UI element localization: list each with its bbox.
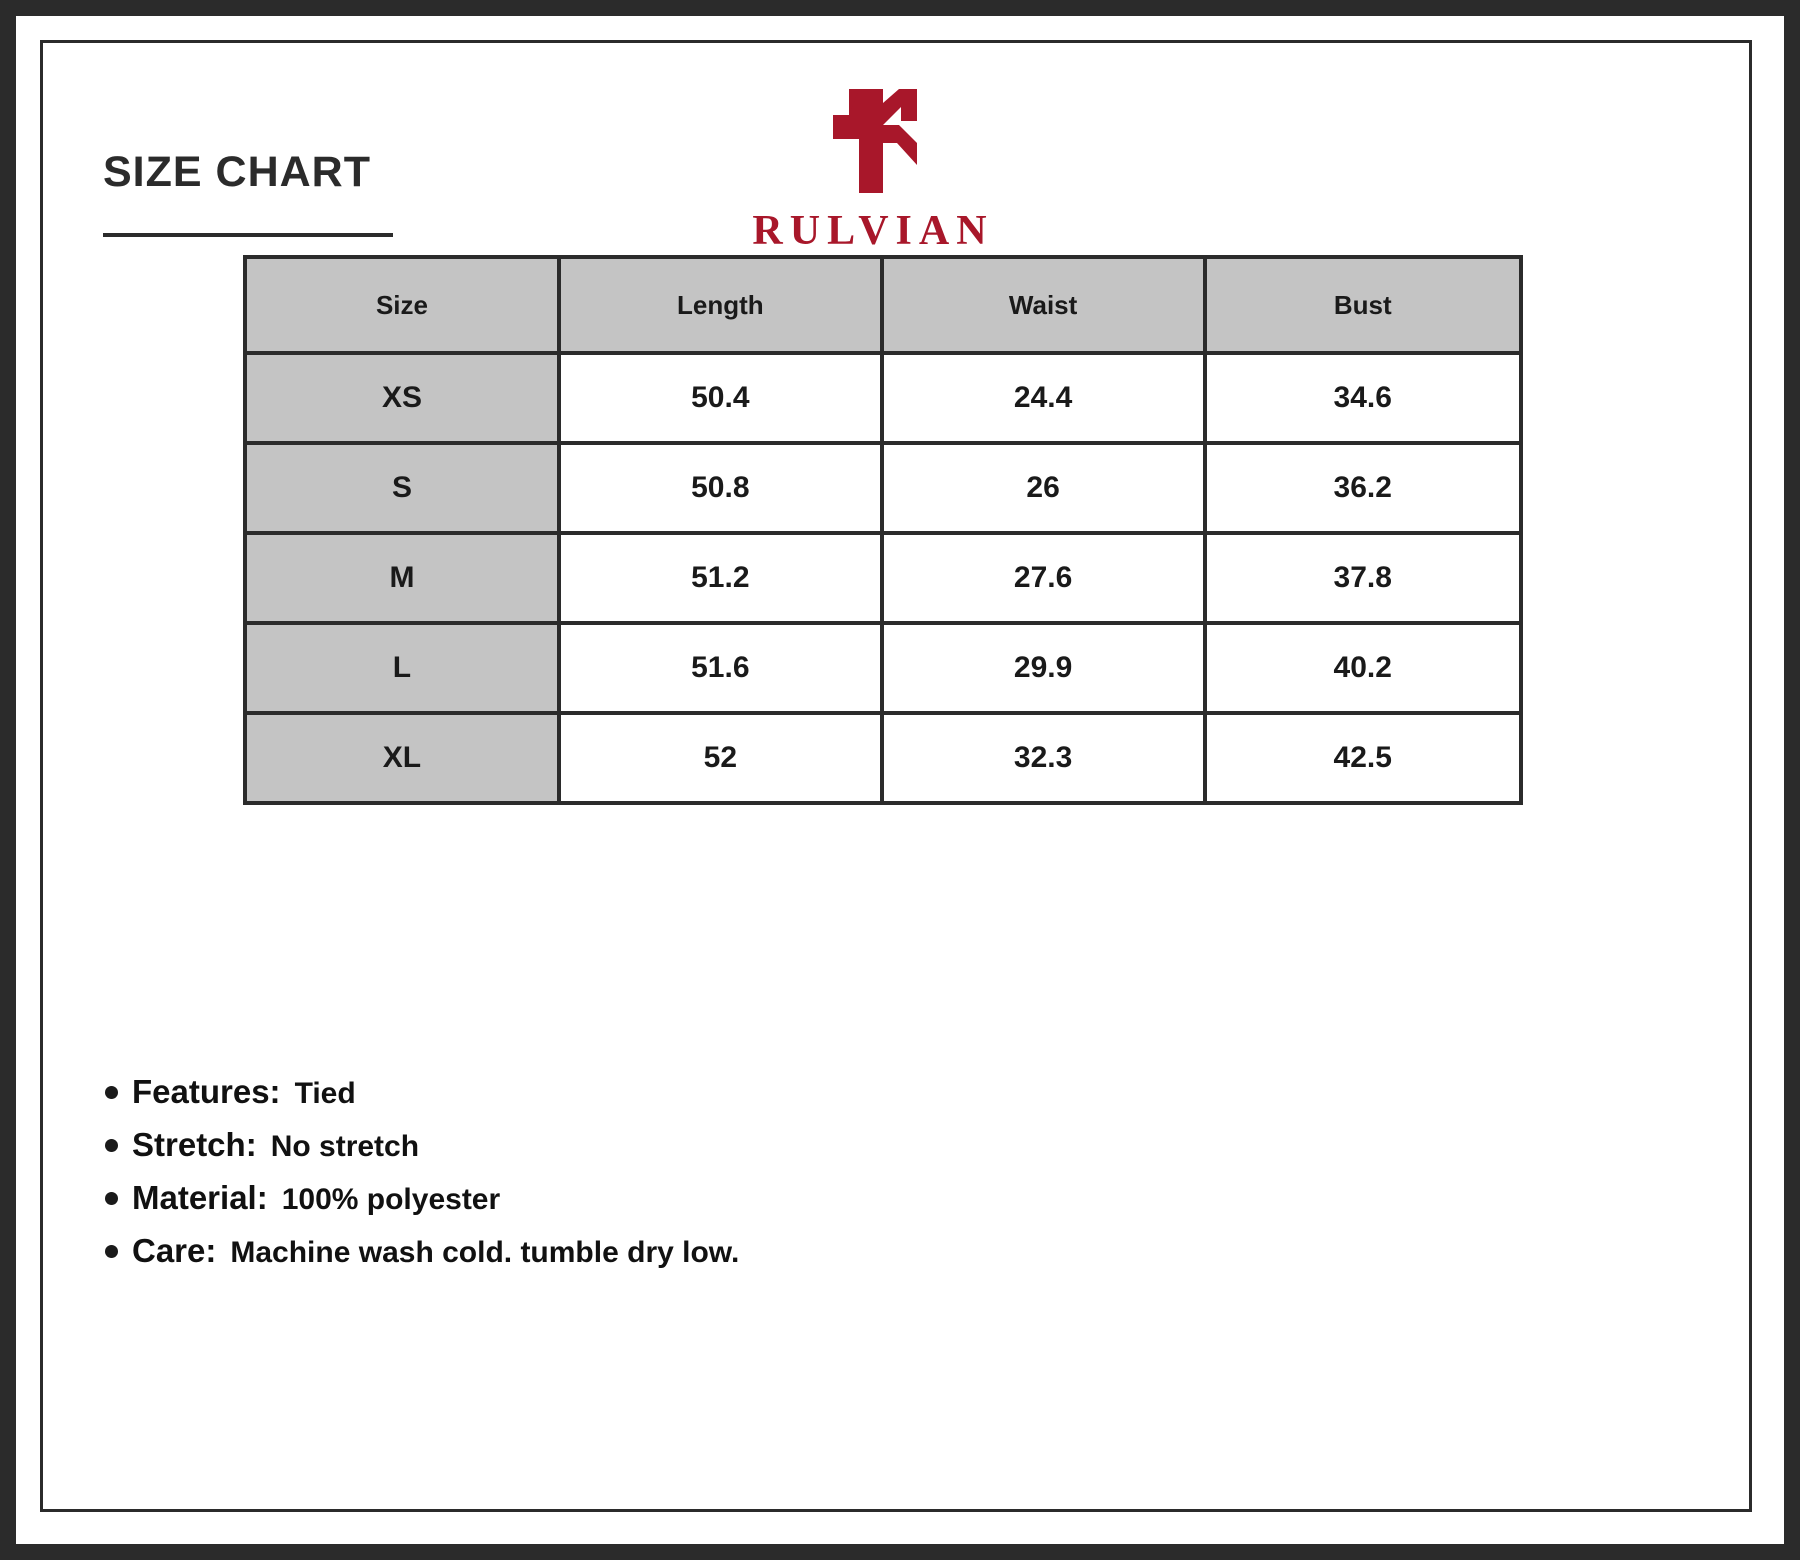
- note-value: No stretch: [270, 1130, 420, 1163]
- column-header-bust: Bust: [1207, 259, 1520, 351]
- note-label: Care:: [132, 1232, 217, 1269]
- cell-size: XL: [247, 715, 557, 801]
- cell-length: 50.4: [561, 355, 880, 441]
- note-label: Stretch:: [132, 1126, 257, 1163]
- cell-size: S: [247, 445, 557, 531]
- cell-waist: 27.6: [884, 535, 1203, 621]
- page-title: SIZE CHART: [103, 148, 371, 196]
- cell-bust: 40.2: [1207, 625, 1520, 711]
- table-row: [247, 535, 1519, 621]
- cell-bust: 42.5: [1207, 715, 1520, 801]
- cell-size: L: [247, 625, 557, 711]
- column-header-waist: Waist: [884, 259, 1203, 351]
- cell-length: 51.6: [561, 625, 880, 711]
- notes-list: [105, 1073, 1505, 1285]
- cell-waist: 32.3: [884, 715, 1203, 801]
- cell-length: 51.2: [561, 535, 880, 621]
- size-table: [243, 255, 1523, 805]
- cell-waist: 29.9: [884, 625, 1203, 711]
- note-value: 100% polyester: [281, 1183, 501, 1216]
- note-value: Tied: [294, 1077, 356, 1110]
- bullet-icon: [105, 1192, 118, 1205]
- note-label: Material:: [132, 1179, 268, 1216]
- cell-length: 50.8: [561, 445, 880, 531]
- cell-waist: 26: [884, 445, 1203, 531]
- brand-name: RULVIAN: [752, 208, 994, 254]
- bullet-icon: [105, 1086, 118, 1099]
- cell-bust: 34.6: [1207, 355, 1520, 441]
- r-monogram-icon: [813, 81, 933, 201]
- note-label: Features:: [132, 1073, 281, 1110]
- table-header-row: [247, 259, 1519, 351]
- title-block: [103, 148, 393, 237]
- list-item: [105, 1073, 1505, 1111]
- column-header-size: Size: [247, 259, 557, 351]
- table-row: [247, 715, 1519, 801]
- title-underline: [103, 233, 393, 237]
- page-inner-frame: [40, 40, 1752, 1512]
- size-table-container: [243, 255, 1523, 805]
- brand-logo: [683, 81, 1063, 255]
- cell-bust: 37.8: [1207, 535, 1520, 621]
- column-header-length: Length: [561, 259, 880, 351]
- bullet-icon: [105, 1245, 118, 1258]
- note-value: Machine wash cold. tumble dry low.: [230, 1236, 740, 1269]
- list-item: [105, 1126, 1505, 1164]
- table-row: [247, 445, 1519, 531]
- table-row: [247, 355, 1519, 441]
- cell-length: 52: [561, 715, 880, 801]
- list-item: [105, 1232, 1505, 1270]
- cell-size: M: [247, 535, 557, 621]
- cell-waist: 24.4: [884, 355, 1203, 441]
- cell-size: XS: [247, 355, 557, 441]
- table-row: [247, 625, 1519, 711]
- bullet-icon: [105, 1139, 118, 1152]
- cell-bust: 36.2: [1207, 445, 1520, 531]
- list-item: [105, 1179, 1505, 1217]
